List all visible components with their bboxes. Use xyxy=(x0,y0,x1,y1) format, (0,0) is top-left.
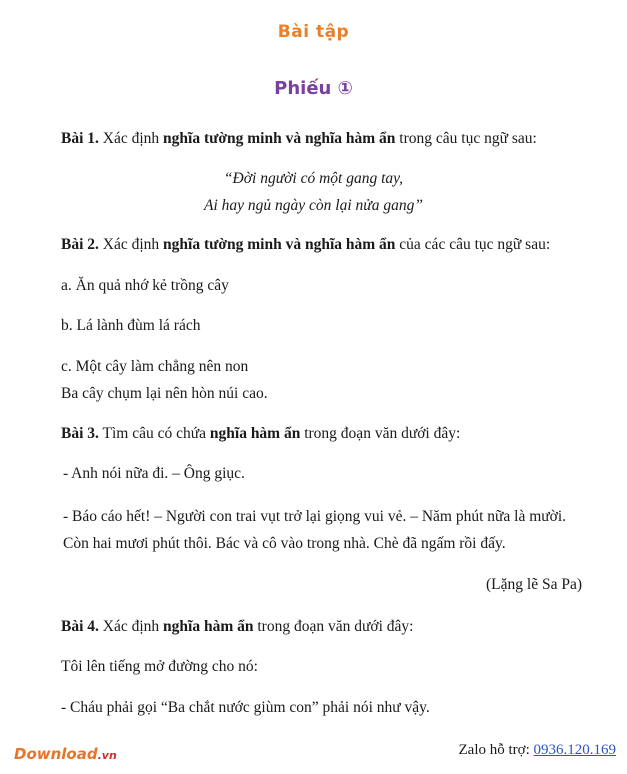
download-vn-logo[interactable] xyxy=(14,745,117,763)
exercise-1-label: Bài 1. xyxy=(61,130,99,147)
zalo-phone-link[interactable]: 0936.120.169 xyxy=(533,742,616,758)
logo-suffix: .vn xyxy=(97,749,117,762)
page-title: Bài tập xyxy=(277,22,350,42)
exercise-4-paragraph-2: - Cháu phải gọi “Ba chắt nước giùm con” phải nói như vậy. xyxy=(61,699,430,716)
exercise-3-paragraph-2: - Báo cáo hết! – Người con trai vụt trở lại giọng vui vẻ. – Năm phút nữa là mười. xyxy=(63,508,567,525)
exercise-1-bold: nghĩa tường minh và nghĩa hàm ẩn xyxy=(163,130,396,147)
proverb-line-2: Ai hay ngủ ngày còn lại nửa gang” xyxy=(204,197,423,214)
exercise-2-label: Bài 2. xyxy=(61,236,99,253)
exercise-3-text-a: Tìm câu có chứa xyxy=(98,425,210,442)
exercise-4-text-a: Xác định xyxy=(98,618,164,635)
exercise-2-item-c-line-1: c. Một cây làm chẳng nên non xyxy=(61,358,249,375)
exercise-2-text-a: Xác định xyxy=(98,236,164,253)
exercise-2-text-b: của các câu tục ngữ sau: xyxy=(395,236,551,253)
exercise-3-label: Bài 3. xyxy=(61,425,99,442)
exercise-1-text-b: trong câu tục ngữ sau: xyxy=(395,130,537,147)
zalo-label: Zalo hỗ trợ: xyxy=(458,742,534,758)
exercise-4-label: Bài 4. xyxy=(61,618,99,635)
exercise-4-prompt xyxy=(61,618,413,636)
exercise-4-paragraph-1: Tôi lên tiếng mở đường cho nó: xyxy=(61,658,258,675)
exercise-1-text-a: Xác định xyxy=(98,130,164,147)
worksheet-subtitle: Phiếu ① xyxy=(274,78,353,99)
exercise-4-bold: nghĩa hàm ẩn xyxy=(163,618,254,635)
exercise-2-item-c-line-2: Ba cây chụm lại nên hòn núi cao. xyxy=(61,385,268,402)
exercise-1-prompt xyxy=(61,130,537,148)
logo-text: Download xyxy=(14,745,98,763)
exercise-3-paragraph-1: - Anh nói nữa đi. – Ông giục. xyxy=(63,465,245,482)
exercise-3-bold: nghĩa hàm ẩn xyxy=(209,425,301,442)
exercise-3-paragraph-3: Còn hai mươi phút thôi. Bác và cô vào trong nhà. Chè đã ngấm rồi đấy. xyxy=(63,535,506,552)
zalo-support xyxy=(459,742,617,759)
exercise-2-prompt xyxy=(61,236,550,254)
passage-source: (Lặng lẽ Sa Pa) xyxy=(486,576,582,593)
exercise-2-bold: nghĩa tường minh và nghĩa hàm ẩn xyxy=(163,236,396,253)
exercise-2-item-a: a. Ăn quả nhớ kẻ trồng cây xyxy=(61,277,229,294)
exercise-3-text-b: trong đoạn văn dưới đây: xyxy=(300,425,461,442)
proverb-line-1: “Đời người có một gang tay, xyxy=(223,170,404,187)
exercise-3-prompt xyxy=(61,425,460,443)
exercise-2-item-b: b. Lá lành đùm lá rách xyxy=(61,317,201,334)
exercise-4-text-b: trong đoạn văn dưới đây: xyxy=(253,618,414,635)
